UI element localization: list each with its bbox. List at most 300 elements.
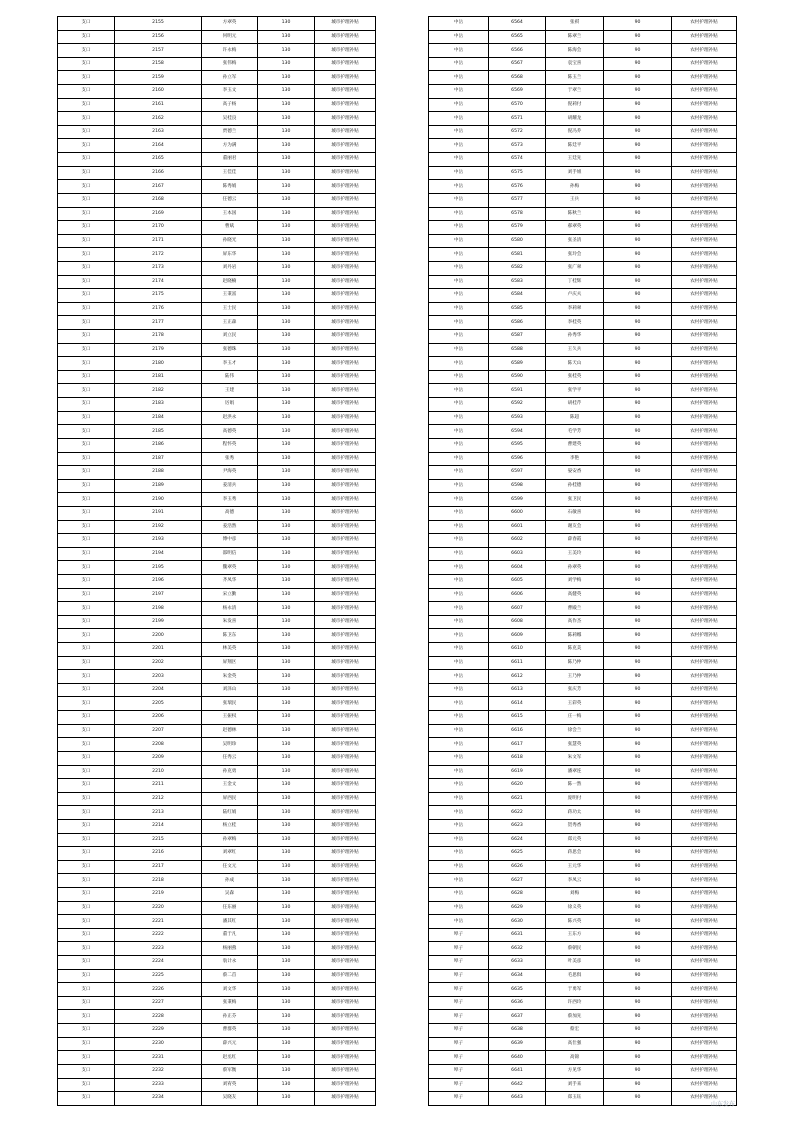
subsidy-type-cell: 城市护理补贴: [315, 493, 376, 507]
amount-cell: 130: [258, 30, 315, 44]
amount-cell: 90: [604, 602, 672, 616]
subsidy-type-cell: 农村护理补贴: [672, 806, 737, 820]
subsidy-type-cell: 城市护理补贴: [315, 915, 376, 929]
number-cell: 2213: [115, 806, 202, 820]
number-cell: 2196: [115, 574, 202, 588]
amount-cell: 130: [258, 738, 315, 752]
number-cell: 6638: [489, 1024, 546, 1038]
number-cell: 6582: [489, 261, 546, 275]
number-cell: 6601: [489, 520, 546, 534]
table-row: [429, 85, 737, 99]
table-row: [58, 751, 376, 765]
subsidy-type-cell: 农村护理补贴: [672, 85, 737, 99]
table-row: [429, 166, 737, 180]
table-row: [429, 398, 737, 412]
area-cell: 中岳: [429, 561, 489, 575]
area-cell: 支口: [58, 792, 115, 806]
name-cell: 屏西民: [202, 792, 258, 806]
table-row: [429, 343, 737, 357]
name-cell: 张慧英: [546, 738, 604, 752]
area-cell: 支口: [58, 438, 115, 452]
number-cell: 6565: [489, 30, 546, 44]
table-row: [429, 643, 737, 657]
name-cell: 李艳: [546, 452, 604, 466]
amount-cell: 90: [604, 44, 672, 58]
name-cell: 王士民: [202, 302, 258, 316]
area-cell: 支口: [58, 180, 115, 194]
subsidy-type-cell: 农村护理补贴: [672, 289, 737, 303]
subsidy-type-cell: 城市护理补贴: [315, 452, 376, 466]
amount-cell: 90: [604, 153, 672, 167]
table-row: [429, 1078, 737, 1092]
name-cell: 赵德林: [202, 724, 258, 738]
subsidy-type-cell: 农村护理补贴: [672, 466, 737, 480]
number-cell: 6594: [489, 425, 546, 439]
subsidy-type-cell: 农村护理补贴: [672, 711, 737, 725]
amount-cell: 90: [604, 547, 672, 561]
name-cell: 杨立桂: [202, 819, 258, 833]
name-cell: 陈秀娟: [202, 180, 258, 194]
number-cell: 2218: [115, 874, 202, 888]
table-row: [58, 847, 376, 861]
amount-cell: 90: [604, 956, 672, 970]
number-cell: 2163: [115, 125, 202, 139]
area-cell: 支口: [58, 765, 115, 779]
table-row: [429, 615, 737, 629]
table-row: [429, 466, 737, 480]
name-cell: 王建: [202, 384, 258, 398]
number-cell: 6624: [489, 833, 546, 847]
name-cell: 郝翠英: [546, 221, 604, 235]
subsidy-type-cell: 农村护理补贴: [672, 343, 737, 357]
number-cell: 6643: [489, 1092, 546, 1106]
table-row: [429, 506, 737, 520]
name-cell: 徐义英: [546, 901, 604, 915]
name-cell: 林美英: [202, 643, 258, 657]
amount-cell: 130: [258, 506, 315, 520]
amount-cell: 90: [604, 629, 672, 643]
number-cell: 6585: [489, 302, 546, 316]
number-cell: 6599: [489, 493, 546, 507]
subsidy-type-cell: 农村护理补贴: [672, 683, 737, 697]
amount-cell: 130: [258, 819, 315, 833]
area-cell: 中岳: [429, 275, 489, 289]
table-row: [58, 71, 376, 85]
area-cell: 支口: [58, 425, 115, 439]
subsidy-type-cell: 城市护理补贴: [315, 506, 376, 520]
area-cell: 支口: [58, 996, 115, 1010]
table-row: [429, 125, 737, 139]
area-cell: 支口: [58, 1064, 115, 1078]
table-row: [429, 316, 737, 330]
table-row: [429, 234, 737, 248]
amount-cell: 90: [604, 1037, 672, 1051]
area-cell: 中岳: [429, 479, 489, 493]
name-cell: 陈玉兰: [546, 71, 604, 85]
area-cell: 支口: [58, 479, 115, 493]
name-cell: 赵丞红: [202, 1051, 258, 1065]
name-cell: 王廷先: [546, 153, 604, 167]
table-row: [58, 466, 376, 480]
number-cell: 6598: [489, 479, 546, 493]
subsidy-type-cell: 农村护理补贴: [672, 1024, 737, 1038]
amount-cell: 90: [604, 1078, 672, 1092]
number-cell: 6609: [489, 629, 546, 643]
table-row: [429, 833, 737, 847]
subsidy-type-cell: 农村护理补贴: [672, 30, 737, 44]
name-cell: 李桂英: [546, 316, 604, 330]
table-row: [429, 738, 737, 752]
area-cell: 中岳: [429, 384, 489, 398]
name-cell: 蔡宏: [546, 1024, 604, 1038]
table-row: [429, 1010, 737, 1024]
table-row: [429, 153, 737, 167]
subsidy-type-cell: 农村护理补贴: [672, 1092, 737, 1106]
subsidy-type-cell: 城市护理补贴: [315, 574, 376, 588]
area-cell: 支口: [58, 520, 115, 534]
area-cell: 支口: [58, 17, 115, 31]
name-cell: 陈乃仲: [546, 656, 604, 670]
subsidy-type-cell: 城市护理补贴: [315, 629, 376, 643]
name-cell: 吴桂良: [202, 112, 258, 126]
area-cell: 中岳: [429, 180, 489, 194]
number-cell: 2226: [115, 983, 202, 997]
name-cell: 贾德兰: [202, 125, 258, 139]
area-cell: 支口: [58, 1092, 115, 1106]
number-cell: 2229: [115, 1024, 202, 1038]
table-row: [429, 683, 737, 697]
name-cell: 杨丽燕: [202, 942, 258, 956]
name-cell: 王久兵: [546, 343, 604, 357]
subsidy-type-cell: 城市护理补贴: [315, 289, 376, 303]
name-cell: 刘翠红: [202, 847, 258, 861]
subsidy-type-cell: 农村护理补贴: [672, 248, 737, 262]
area-cell: 支口: [58, 670, 115, 684]
name-cell: 方见华: [546, 1064, 604, 1078]
subsidy-type-cell: 城市护理补贴: [315, 166, 376, 180]
table-row: [429, 915, 737, 929]
number-cell: 2210: [115, 765, 202, 779]
subsidy-type-cell: 农村护理补贴: [672, 643, 737, 657]
number-cell: 6639: [489, 1037, 546, 1051]
number-cell: 6622: [489, 806, 546, 820]
name-cell: 王金文: [202, 779, 258, 793]
amount-cell: 130: [258, 343, 315, 357]
name-cell: 陈一然: [546, 779, 604, 793]
name-cell: 郑元英: [546, 833, 604, 847]
area-cell: 中岳: [429, 139, 489, 153]
amount-cell: 130: [258, 1051, 315, 1065]
number-cell: 6633: [489, 956, 546, 970]
area-cell: 支口: [58, 153, 115, 167]
table-row: [58, 411, 376, 425]
amount-cell: 90: [604, 928, 672, 942]
name-cell: 张广翠: [546, 261, 604, 275]
name-cell: 程怀英: [202, 438, 258, 452]
area-cell: 支口: [58, 125, 115, 139]
table-row: [429, 888, 737, 902]
table-row: [58, 370, 376, 384]
table-row: [429, 629, 737, 643]
table-row: [58, 534, 376, 548]
table-row: [429, 330, 737, 344]
amount-cell: 130: [258, 85, 315, 99]
subsidy-type-cell: 城市护理补贴: [315, 901, 376, 915]
table-row: [58, 996, 376, 1010]
subsidy-type-cell: 农村护理补贴: [672, 1010, 737, 1024]
subsidy-type-cell: 农村护理补贴: [672, 302, 737, 316]
number-cell: 2223: [115, 942, 202, 956]
amount-cell: 130: [258, 384, 315, 398]
number-cell: 2202: [115, 656, 202, 670]
area-cell: 支口: [58, 779, 115, 793]
table-row: [429, 765, 737, 779]
amount-cell: 90: [604, 438, 672, 452]
area-cell: 中岳: [429, 888, 489, 902]
amount-cell: 90: [604, 561, 672, 575]
subsidy-type-cell: 农村护理补贴: [672, 112, 737, 126]
name-cell: 孙翠英: [546, 561, 604, 575]
table-row: [58, 942, 376, 956]
number-cell: 2195: [115, 561, 202, 575]
area-cell: 支口: [58, 384, 115, 398]
name-cell: 张庆芳: [546, 683, 604, 697]
table-row: [429, 57, 737, 71]
area-cell: 埠子: [429, 1024, 489, 1038]
table-row: [429, 656, 737, 670]
name-cell: 任东丽: [202, 901, 258, 915]
subsidy-type-cell: 农村护理补贴: [672, 221, 737, 235]
number-cell: 6623: [489, 819, 546, 833]
number-cell: 6629: [489, 901, 546, 915]
name-cell: 刘梅: [546, 888, 604, 902]
subsidy-type-cell: 农村护理补贴: [672, 670, 737, 684]
name-cell: 孙秀华: [546, 330, 604, 344]
area-cell: 支口: [58, 193, 115, 207]
name-cell: 孙桂德: [546, 479, 604, 493]
amount-cell: 130: [258, 1024, 315, 1038]
amount-cell: 90: [604, 125, 672, 139]
subsidy-type-cell: 农村护理补贴: [672, 738, 737, 752]
number-cell: 6590: [489, 370, 546, 384]
subsidy-type-cell: 城市护理补贴: [315, 384, 376, 398]
name-cell: 蔡朝民: [546, 942, 604, 956]
name-cell: 蔡二首: [202, 969, 258, 983]
table-row: [58, 1092, 376, 1106]
name-cell: 屏翔区: [202, 656, 258, 670]
name-cell: 蔡军衡: [202, 1064, 258, 1078]
area-cell: 中岳: [429, 833, 489, 847]
table-row: [429, 969, 737, 983]
name-cell: 孙梅: [546, 180, 604, 194]
area-cell: 中岳: [429, 520, 489, 534]
area-cell: 支口: [58, 370, 115, 384]
amount-cell: 130: [258, 316, 315, 330]
amount-cell: 130: [258, 275, 315, 289]
name-cell: 张玲会: [546, 248, 604, 262]
table-row: [429, 17, 737, 31]
area-cell: 支口: [58, 302, 115, 316]
number-cell: 2200: [115, 629, 202, 643]
name-cell: 高德英: [202, 425, 258, 439]
area-cell: 中岳: [429, 847, 489, 861]
area-cell: 中岳: [429, 534, 489, 548]
subsidy-type-cell: 农村护理补贴: [672, 57, 737, 71]
table-row: [429, 302, 737, 316]
number-cell: 6641: [489, 1064, 546, 1078]
table-row: [429, 289, 737, 303]
name-cell: 许西玲: [546, 996, 604, 1010]
number-cell: 2193: [115, 534, 202, 548]
table-row: [58, 384, 376, 398]
table-row: [58, 316, 376, 330]
subsidy-type-cell: 农村护理补贴: [672, 874, 737, 888]
name-cell: 张瑞民: [202, 697, 258, 711]
subsidy-type-cell: 城市护理补贴: [315, 425, 376, 439]
subsidy-type-cell: 农村护理补贴: [672, 275, 737, 289]
area-cell: 中岳: [429, 289, 489, 303]
number-cell: 6612: [489, 670, 546, 684]
area-cell: 埠子: [429, 928, 489, 942]
area-cell: 支口: [58, 724, 115, 738]
table-row: [58, 969, 376, 983]
name-cell: 许永梅: [202, 44, 258, 58]
name-cell: 薛兴元: [202, 1037, 258, 1051]
amount-cell: 130: [258, 44, 315, 58]
area-cell: 中岳: [429, 602, 489, 616]
number-cell: 2189: [115, 479, 202, 493]
area-cell: 中岳: [429, 438, 489, 452]
table-row: [58, 874, 376, 888]
area-cell: 支口: [58, 261, 115, 275]
amount-cell: 130: [258, 1092, 315, 1106]
table-row: [429, 30, 737, 44]
subsidy-type-cell: 农村护理补贴: [672, 602, 737, 616]
name-cell: 刘手来: [546, 1078, 604, 1092]
table-row: [429, 724, 737, 738]
subsidy-type-cell: 城市护理补贴: [315, 751, 376, 765]
area-cell: 中岳: [429, 670, 489, 684]
subsidy-type-cell: 农村护理补贴: [672, 520, 737, 534]
amount-cell: 130: [258, 751, 315, 765]
number-cell: 2204: [115, 683, 202, 697]
number-cell: 2206: [115, 711, 202, 725]
area-cell: 支口: [58, 983, 115, 997]
area-cell: 支口: [58, 615, 115, 629]
table-row: [58, 888, 376, 902]
area-cell: 支口: [58, 819, 115, 833]
area-cell: 中岳: [429, 425, 489, 439]
name-cell: 吴晓友: [202, 1092, 258, 1106]
subsidy-type-cell: 城市护理补贴: [315, 806, 376, 820]
number-cell: 6595: [489, 438, 546, 452]
area-cell: 支口: [58, 874, 115, 888]
subsidy-type-cell: 城市护理补贴: [315, 221, 376, 235]
amount-cell: 90: [604, 751, 672, 765]
number-cell: 2160: [115, 85, 202, 99]
area-cell: 中岳: [429, 234, 489, 248]
area-cell: 中岳: [429, 574, 489, 588]
table-row: [429, 275, 737, 289]
name-cell: 孙立军: [202, 71, 258, 85]
subsidy-type-cell: 城市护理补贴: [315, 1064, 376, 1078]
subsidy-type-cell: 城市护理补贴: [315, 398, 376, 412]
area-cell: 中岳: [429, 588, 489, 602]
name-cell: 薛春霞: [546, 534, 604, 548]
name-cell: 袁宝喜: [546, 57, 604, 71]
number-cell: 2212: [115, 792, 202, 806]
table-row: [429, 860, 737, 874]
table-row: [58, 602, 376, 616]
number-cell: 6588: [489, 343, 546, 357]
subsidy-type-cell: 城市护理补贴: [315, 942, 376, 956]
area-cell: 支口: [58, 452, 115, 466]
table-row: [58, 398, 376, 412]
number-cell: 6564: [489, 17, 546, 31]
table-row: [58, 125, 376, 139]
number-cell: 2211: [115, 779, 202, 793]
name-cell: 高作杰: [546, 615, 604, 629]
amount-cell: 90: [604, 30, 672, 44]
amount-cell: 130: [258, 561, 315, 575]
subsidy-type-cell: 农村护理补贴: [672, 983, 737, 997]
area-cell: 支口: [58, 330, 115, 344]
amount-cell: 90: [604, 520, 672, 534]
name-cell: 张秀: [202, 452, 258, 466]
subsidy-type-cell: 城市护理补贴: [315, 683, 376, 697]
name-cell: 姜浩然: [202, 520, 258, 534]
number-cell: 6625: [489, 847, 546, 861]
subsidy-type-cell: 城市护理补贴: [315, 30, 376, 44]
name-cell: 王秉富: [202, 289, 258, 303]
amount-cell: 90: [604, 1051, 672, 1065]
table-row: [58, 357, 376, 371]
table-row: [58, 656, 376, 670]
area-cell: 中岳: [429, 112, 489, 126]
amount-cell: 90: [604, 819, 672, 833]
subsidy-type-cell: 城市护理补贴: [315, 547, 376, 561]
area-cell: 支口: [58, 833, 115, 847]
table-row: [58, 98, 376, 112]
number-cell: 2233: [115, 1078, 202, 1092]
subsidy-type-cell: 城市护理补贴: [315, 983, 376, 997]
number-cell: 2176: [115, 302, 202, 316]
area-cell: 支口: [58, 493, 115, 507]
amount-cell: 130: [258, 683, 315, 697]
name-cell: 张伟梅: [202, 57, 258, 71]
subsidy-type-cell: 城市护理补贴: [315, 112, 376, 126]
amount-cell: 130: [258, 193, 315, 207]
table-row: [58, 261, 376, 275]
amount-cell: 130: [258, 942, 315, 956]
name-cell: 董丽君: [202, 153, 258, 167]
subsidy-type-cell: 农村护理补贴: [672, 888, 737, 902]
amount-cell: 130: [258, 574, 315, 588]
table-row: [429, 370, 737, 384]
name-cell: 蒋思会: [546, 847, 604, 861]
area-cell: 中岳: [429, 615, 489, 629]
amount-cell: 90: [604, 398, 672, 412]
amount-cell: 90: [604, 942, 672, 956]
area-cell: 支口: [58, 71, 115, 85]
amount-cell: 90: [604, 452, 672, 466]
number-cell: 2197: [115, 588, 202, 602]
subsidy-type-cell: 农村护理补贴: [672, 615, 737, 629]
name-cell: 潘翠连: [546, 765, 604, 779]
table-row: [58, 574, 376, 588]
subsidy-type-cell: 城市护理补贴: [315, 153, 376, 167]
name-cell: 庞明付: [546, 792, 604, 806]
